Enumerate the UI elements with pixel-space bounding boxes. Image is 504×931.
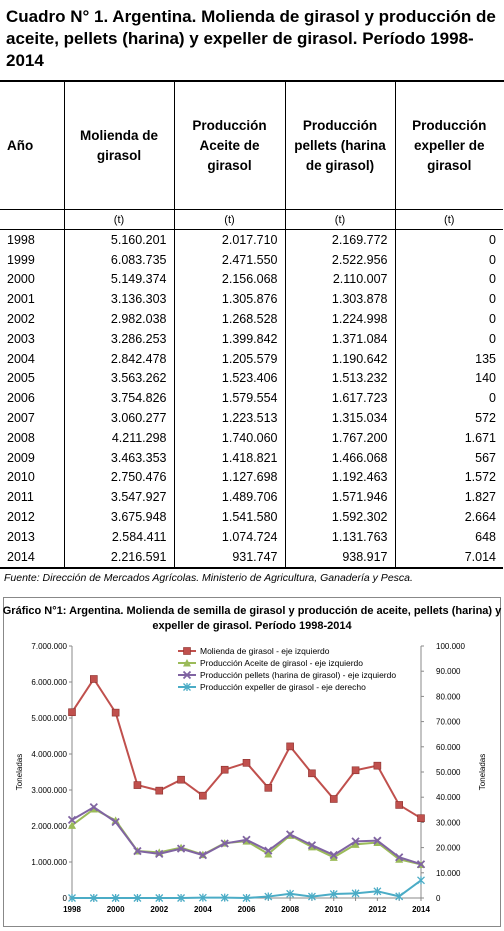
data-point (396, 801, 403, 808)
value-cell: 1.579.554 (174, 388, 285, 408)
chart-title: Gráfico N°1: Argentina. Molienda de semilla de girasol y producción de aceite, pellets (harina) y expeller de girasol. Período 1998-2014 (2, 605, 502, 632)
data-point (243, 759, 250, 766)
year-cell: 2003 (0, 329, 64, 349)
value-cell: 1.767.200 (285, 428, 395, 448)
y-tick-label-right: 80.000 (436, 692, 461, 702)
y-tick-label-right: 20.000 (436, 843, 461, 853)
value-cell: 1.303.878 (285, 289, 395, 309)
series-line (72, 807, 421, 864)
y-tick-label-left: 0 (62, 894, 67, 903)
value-cell: 1.572 (464, 470, 496, 485)
value-cell: 567 (475, 450, 496, 465)
x-tick-label: 2002 (150, 905, 169, 914)
year-cell: 2000 (0, 270, 64, 290)
column-header: Producción Aceite de girasol (174, 82, 285, 210)
source-note: Fuente: Dirección de Mercados Agrícolas. Ministerio de Agricultura, Ganadería y Pesca. (4, 572, 413, 584)
y-tick-label-right: 100.000 (436, 642, 465, 651)
value-cell: 1.523.406 (174, 369, 285, 389)
data-point (69, 709, 76, 716)
value-cell: 3.675.948 (64, 507, 174, 527)
value-cell: 2.017.710 (174, 230, 285, 250)
value-cell: 1.305.876 (174, 289, 285, 309)
year-cell: 2006 (0, 388, 64, 408)
x-tick-label: 2006 (237, 905, 256, 914)
value-cell: 0 (489, 292, 496, 307)
value-cell: 1.192.463 (285, 468, 395, 488)
value-cell: 0 (489, 232, 496, 247)
x-tick-label: 2010 (324, 905, 343, 914)
value-cell: 1.489.706 (174, 487, 285, 507)
x-tick-label: 2014 (412, 905, 430, 914)
value-cell: 1.513.232 (285, 369, 395, 389)
year-cell: 2013 (0, 527, 64, 547)
y-tick-label-right: 40.000 (436, 793, 461, 803)
value-cell: 2.584.411 (64, 527, 174, 547)
value-cell: 1.315.034 (285, 408, 395, 428)
unit-cell: (t) (64, 210, 174, 230)
value-cell: 3.563.262 (64, 369, 174, 389)
value-cell: 2.169.772 (285, 230, 395, 250)
unit-cell: (t) (395, 210, 503, 230)
value-cell: 1.617.723 (285, 388, 395, 408)
year-cell: 2012 (0, 507, 64, 527)
column-header: Producción pellets (harina de girasol) (285, 82, 395, 210)
data-point (156, 787, 163, 794)
value-cell: 1.131.763 (285, 527, 395, 547)
data-point (265, 784, 272, 791)
value-cell: 2.750.476 (64, 468, 174, 488)
data-point (287, 743, 294, 750)
value-cell: 7.014 (395, 547, 503, 568)
y-axis-title-left: Toneladas (15, 753, 24, 791)
y-tick-label-right: 60.000 (436, 742, 461, 752)
data-point (330, 795, 337, 802)
year-cell: 2005 (0, 369, 64, 389)
value-cell: 1.671 (464, 430, 496, 445)
y-tick-label-right: 90.000 (436, 667, 461, 677)
value-cell: 1.418.821 (174, 448, 285, 468)
value-cell: 648 (475, 529, 496, 544)
x-tick-label: 2012 (368, 905, 387, 914)
column-header: Producción expeller de girasol (412, 117, 487, 173)
year-cell: 2010 (0, 468, 64, 488)
year-cell: 2004 (0, 349, 64, 369)
legend-marker (184, 648, 191, 655)
year-cell: 2014 (0, 547, 64, 568)
unit-cell: (t) (285, 210, 395, 230)
value-cell: 3.547.927 (64, 487, 174, 507)
value-cell: 2.471.550 (174, 250, 285, 270)
unit-cell: (t) (174, 210, 285, 230)
data-point (221, 766, 228, 773)
page-title: Cuadro N° 1. Argentina. Molienda de girasol y producción de aceite, pellets (harina) y expeller de girasol. Período 1998-2014 (6, 7, 496, 70)
legend-label: Producción pellets (harina de girasol) - eje izquierdo (200, 670, 397, 680)
data-point (418, 876, 425, 884)
year-cell: 1999 (0, 250, 64, 270)
column-header: Molienda de girasol (64, 82, 174, 210)
x-tick-label: 2004 (193, 905, 212, 914)
year-cell: 2007 (0, 408, 64, 428)
value-cell: 931.747 (174, 547, 285, 568)
series-line (72, 679, 421, 818)
value-cell: 1.371.084 (285, 329, 395, 349)
value-cell: 0 (489, 391, 496, 406)
value-cell: 0 (489, 272, 496, 287)
value-cell: 1.074.724 (174, 527, 285, 547)
data-point (134, 782, 141, 789)
value-cell: 938.917 (285, 547, 395, 568)
y-axis-title-right: Toneladas (478, 753, 487, 791)
data-point (418, 815, 425, 822)
value-cell: 0 (489, 252, 496, 267)
data-point (112, 709, 119, 716)
value-cell: 2.156.068 (174, 270, 285, 290)
x-tick-label: 2000 (106, 905, 125, 914)
value-cell: 3.754.826 (64, 388, 174, 408)
value-cell: 1.466.068 (285, 448, 395, 468)
value-cell: 572 (475, 411, 496, 426)
x-tick-label: 2008 (281, 905, 300, 914)
value-cell: 2.522.956 (285, 250, 395, 270)
data-point (90, 675, 97, 682)
x-tick-label: 1998 (63, 905, 81, 914)
y-tick-label-left: 2.000.000 (31, 822, 67, 831)
year-cell: 2009 (0, 448, 64, 468)
value-cell: 1.592.302 (285, 507, 395, 527)
y-tick-label-left: 7.000.000 (31, 642, 67, 651)
value-cell: 1.127.698 (174, 468, 285, 488)
year-cell: 2001 (0, 289, 64, 309)
value-cell: 0 (489, 331, 496, 346)
value-cell: 2.982.038 (64, 309, 174, 329)
column-header: Año (0, 82, 64, 210)
value-cell: 5.160.201 (64, 230, 174, 250)
value-cell: 3.286.253 (64, 329, 174, 349)
y-tick-label-left: 3.000.000 (31, 786, 67, 795)
value-cell: 2.110.007 (285, 270, 395, 290)
value-cell: 1.571.946 (285, 487, 395, 507)
value-cell: 135 (475, 351, 496, 366)
data-point (352, 767, 359, 774)
value-cell: 140 (475, 371, 496, 386)
data-point (308, 770, 315, 777)
year-cell: 1998 (0, 230, 64, 250)
value-cell: 2.216.591 (64, 547, 174, 568)
data-point (374, 762, 381, 769)
value-cell: 3.060.277 (64, 408, 174, 428)
y-tick-label-right: 10.000 (436, 868, 461, 878)
y-tick-label-left: 4.000.000 (31, 750, 67, 759)
value-cell: 1.541.580 (174, 507, 285, 527)
data-point (199, 792, 206, 799)
y-tick-label-right: 0 (436, 894, 441, 903)
y-tick-label-left: 5.000.000 (31, 714, 67, 723)
value-cell: 4.211.298 (64, 428, 174, 448)
legend-label: Producción expeller de girasol - eje derecho (200, 682, 366, 692)
value-cell: 1.223.513 (174, 408, 285, 428)
y-tick-label-right: 30.000 (436, 818, 461, 828)
value-cell: 1.827 (464, 490, 496, 505)
legend-label: Producción Aceite de girasol - eje izquierdo (200, 658, 364, 668)
data-point (178, 776, 185, 783)
value-cell: 1.399.842 (174, 329, 285, 349)
value-cell: 6.083.735 (64, 250, 174, 270)
value-cell: 5.149.374 (64, 270, 174, 290)
legend-label: Molienda de girasol - eje izquierdo (200, 646, 330, 656)
value-cell: 2.664 (464, 510, 496, 525)
year-cell: 2002 (0, 309, 64, 329)
value-cell: 3.136.303 (64, 289, 174, 309)
year-cell: 2011 (0, 487, 64, 507)
year-cell: 2008 (0, 428, 64, 448)
y-tick-label-right: 70.000 (436, 717, 461, 727)
value-cell: 3.463.353 (64, 448, 174, 468)
value-cell: 1.740.060 (174, 428, 285, 448)
value-cell: 1.224.998 (285, 309, 395, 329)
series-line (72, 809, 421, 864)
value-cell: 0 (489, 312, 496, 327)
y-tick-label-right: 50.000 (436, 768, 461, 777)
value-cell: 1.205.579 (174, 349, 285, 369)
y-tick-label-left: 6.000.000 (31, 678, 67, 687)
y-tick-label-left: 1.000.000 (31, 858, 67, 867)
value-cell: 1.268.528 (174, 309, 285, 329)
value-cell: 2.842.478 (64, 349, 174, 369)
value-cell: 1.190.642 (285, 349, 395, 369)
